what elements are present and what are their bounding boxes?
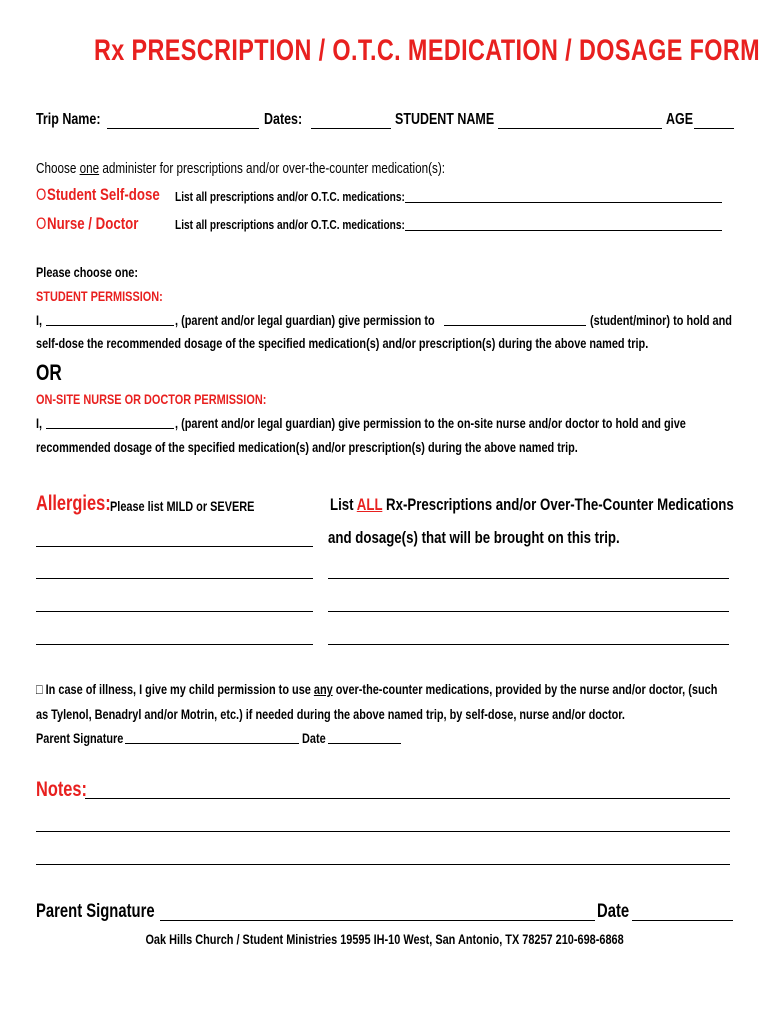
dates-label: Dates: [264,111,303,128]
student-permission-i: I, [36,312,43,328]
nurse-permission-i: I, [36,415,43,431]
please-choose-label: Please choose one: [36,264,138,280]
student-permission-text-2: (student/minor) to hold and [590,312,732,328]
medications-field-2[interactable] [328,611,729,612]
medications-field-1[interactable] [328,578,729,579]
trip-name-field[interactable] [107,128,259,129]
otc-consent-line-2: as Tylenol, Benadryl and/or Motrin, etc.) if needed during the above named trip, by self-dose, nurse and/or doctor. [36,706,625,722]
allergies-field-1[interactable] [36,546,313,547]
age-label: AGE [666,111,694,128]
student-permission-text-3: self-dose the recommended dosage of the specified medication(s) and/or prescription(s) during the above named trip. [36,335,649,351]
nurse-medications-field[interactable] [405,230,722,231]
allergies-field-3[interactable] [36,611,313,612]
nurse-permission-guardian-field[interactable] [46,428,174,429]
form-title: Rx PRESCRIPTION / O.T.C. MEDICATION / DOSAGE FORM [93,34,761,67]
notes-label: Notes: [36,778,87,801]
medications-field-3[interactable] [328,644,729,645]
medications-heading-2: and dosage(s) that will be brought on this trip. [328,528,620,547]
parent-signature-label: Parent Signature [36,901,155,922]
nurse-permission-text-2: recommended dosage of the specified medication(s) and/or prescription(s) during the above named trip. [36,439,578,455]
otc-date-label: Date [302,730,326,746]
or-divider: OR [36,360,62,385]
otc-parent-signature-field[interactable] [125,743,299,744]
choose-instruction: Choose one administer for prescriptions and/or over-the-counter medication(s): [36,160,446,177]
allergies-label: Allergies: [36,492,111,515]
otc-consent-line-1: □ In case of illness, I give my child permission to use any over-the-counter medications, provided by the nurse and/or doctor, (such [36,681,718,697]
student-permission-heading: STUDENT PERMISSION: [36,288,163,304]
parent-signature-field[interactable] [160,920,595,921]
option-nurse-doctor-label: Nurse / Doctor [47,214,139,233]
medications-heading: List ALL Rx-Prescriptions and/or Over-The-Counter Medications [330,495,734,514]
age-field[interactable] [694,128,734,129]
notes-field-3[interactable] [36,864,730,865]
allergies-field-2[interactable] [36,578,313,579]
option-self-dose-list-label: List all prescriptions and/or O.T.C. medications: [175,189,405,204]
date-label: Date [597,901,630,922]
self-dose-medications-field[interactable] [405,202,722,203]
radio-circle-icon: O [36,214,47,233]
dates-field[interactable] [311,128,391,129]
student-permission-student-field[interactable] [444,325,586,326]
option-self-dose-label: Student Self-dose [47,185,160,204]
nurse-permission-text-1: , (parent and/or legal guardian) give permission to the on-site nurse and/or doctor to hold and give [175,415,686,431]
radio-circle-icon: O [36,185,47,204]
student-name-label: STUDENT NAME [395,111,495,128]
otc-date-field[interactable] [328,743,401,744]
student-permission-text-1: , (parent and/or legal guardian) give permission to [175,312,435,328]
notes-field-2[interactable] [36,831,730,832]
option-nurse-doctor-list-label: List all prescriptions and/or O.T.C. medications: [175,217,405,232]
otc-parent-signature-label: Parent Signature [36,730,124,746]
student-permission-guardian-field[interactable] [46,325,174,326]
allergies-hint: Please list MILD or SEVERE [110,498,255,514]
date-field[interactable] [632,920,733,921]
allergies-field-4[interactable] [36,644,313,645]
footer-address: Oak Hills Church / Student Ministries 19595 IH-10 West, San Antonio, TX 78257 210-698-6868 [145,931,625,947]
otc-consent-checkbox[interactable]: □ [36,681,43,697]
student-name-field[interactable] [498,128,662,129]
nurse-permission-heading: ON-SITE NURSE OR DOCTOR PERMISSION: [36,391,267,407]
notes-field-1[interactable] [85,798,730,799]
trip-name-label: Trip Name: [36,111,101,128]
